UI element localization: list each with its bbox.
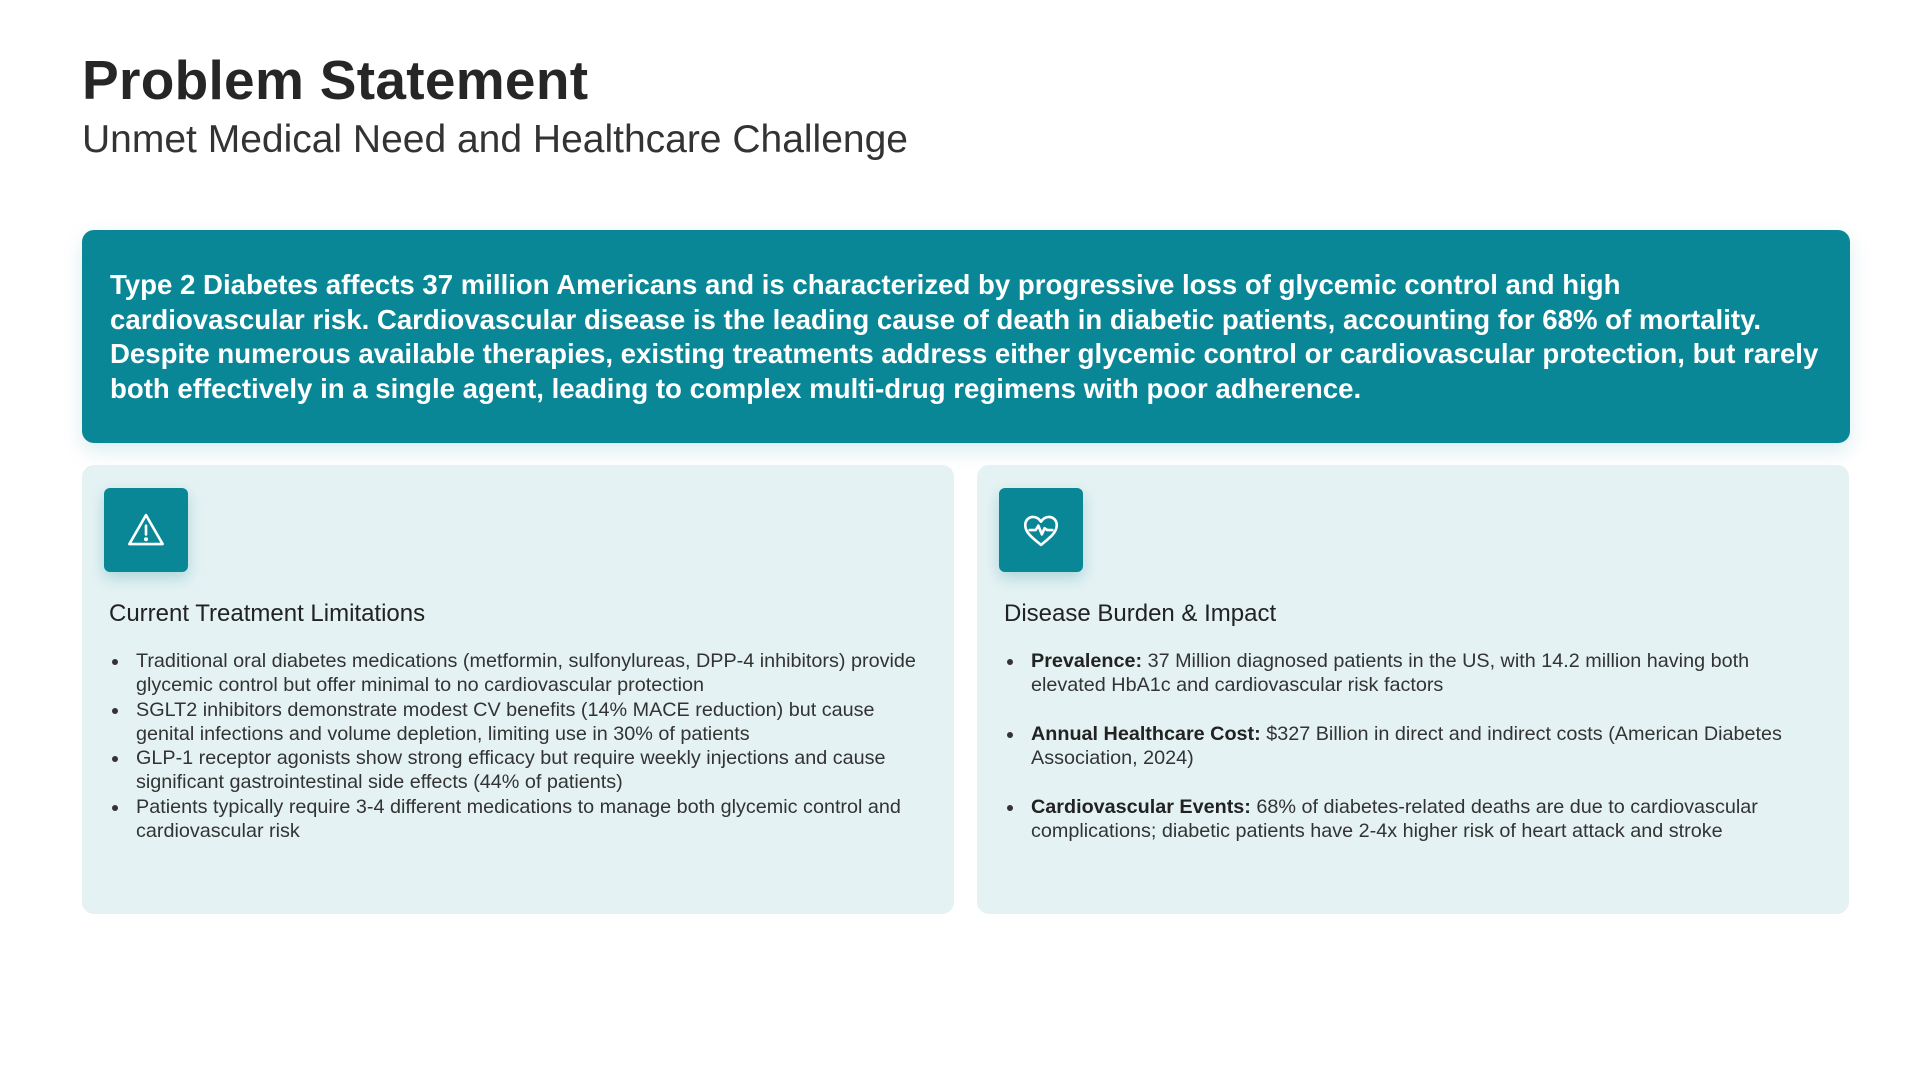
item-label: Cardiovascular Events: — [1031, 795, 1251, 818]
list-item: SGLT2 inhibitors demonstrate modest CV benefits (14% MACE reduction) but cause genital infections and volume depletion, limiting use in 30% of patients — [109, 698, 932, 747]
page-subtitle: Unmet Medical Need and Healthcare Challenge — [82, 118, 908, 161]
list-item: GLP-1 receptor agonists show strong efficacy but require weekly injections and cause significant gastrointestinal side effects (44% of patients) — [109, 746, 932, 795]
item-text: 37 Million diagnosed patients in the US, with 14.2 million having both elevated HbA1c and cardiovascular risk factors — [1031, 650, 1750, 697]
summary-text: Type 2 Diabetes affects 37 million Americans and is characterized by progressive loss of glycemic control and high cardiovascular risk. Cardiovascular disease is the leading cause of death in diabetic patients, accounting for 68% of mortality. Despite numerous available therapies, existing treatments address either glycemic control or cardiovascular protection, but rarely both effectively in a single agent, leading to complex multi-drug regimens with poor adherence. — [110, 269, 1819, 404]
summary-banner — [82, 230, 1850, 443]
disease-burden-title: Disease Burden & Impact — [1004, 600, 1277, 627]
item-label: Prevalence: — [1031, 650, 1143, 672]
heart-pulse-icon — [1020, 509, 1062, 551]
heart-icon-box — [999, 488, 1083, 572]
item-text: 68% of diabetes-related deaths are due to cardiovascular complications; diabetic patients have 2-4x higher risk of heart attack and stroke — [1031, 795, 1758, 843]
treatment-limitations-title: Current Treatment Limitations — [109, 600, 426, 627]
warning-icon-box — [104, 488, 188, 572]
treatment-limitations-card — [82, 465, 954, 914]
list-item: Traditional oral diabetes medications (metformin, sulfonylureas, DPP-4 inhibitors) provide glycemic control but offer minimal to no cardiovascular protection — [109, 649, 932, 698]
list-item — [1004, 649, 1827, 698]
treatment-limitations-list — [109, 649, 932, 843]
item-text: $327 Billion in direct and indirect costs (American Diabetes Association, 2024) — [1031, 722, 1782, 770]
disease-burden-list — [1004, 649, 1827, 843]
list-item: Patients typically require 3-4 different medications to manage both glycemic control and cardiovascular risk — [109, 795, 932, 844]
list-item — [1004, 795, 1827, 844]
item-label: Annual Healthcare Cost: — [1031, 722, 1261, 745]
disease-burden-card — [977, 465, 1849, 914]
list-item — [1004, 722, 1827, 771]
page-title: Problem Statement — [82, 49, 589, 111]
warning-triangle-icon — [125, 509, 167, 551]
